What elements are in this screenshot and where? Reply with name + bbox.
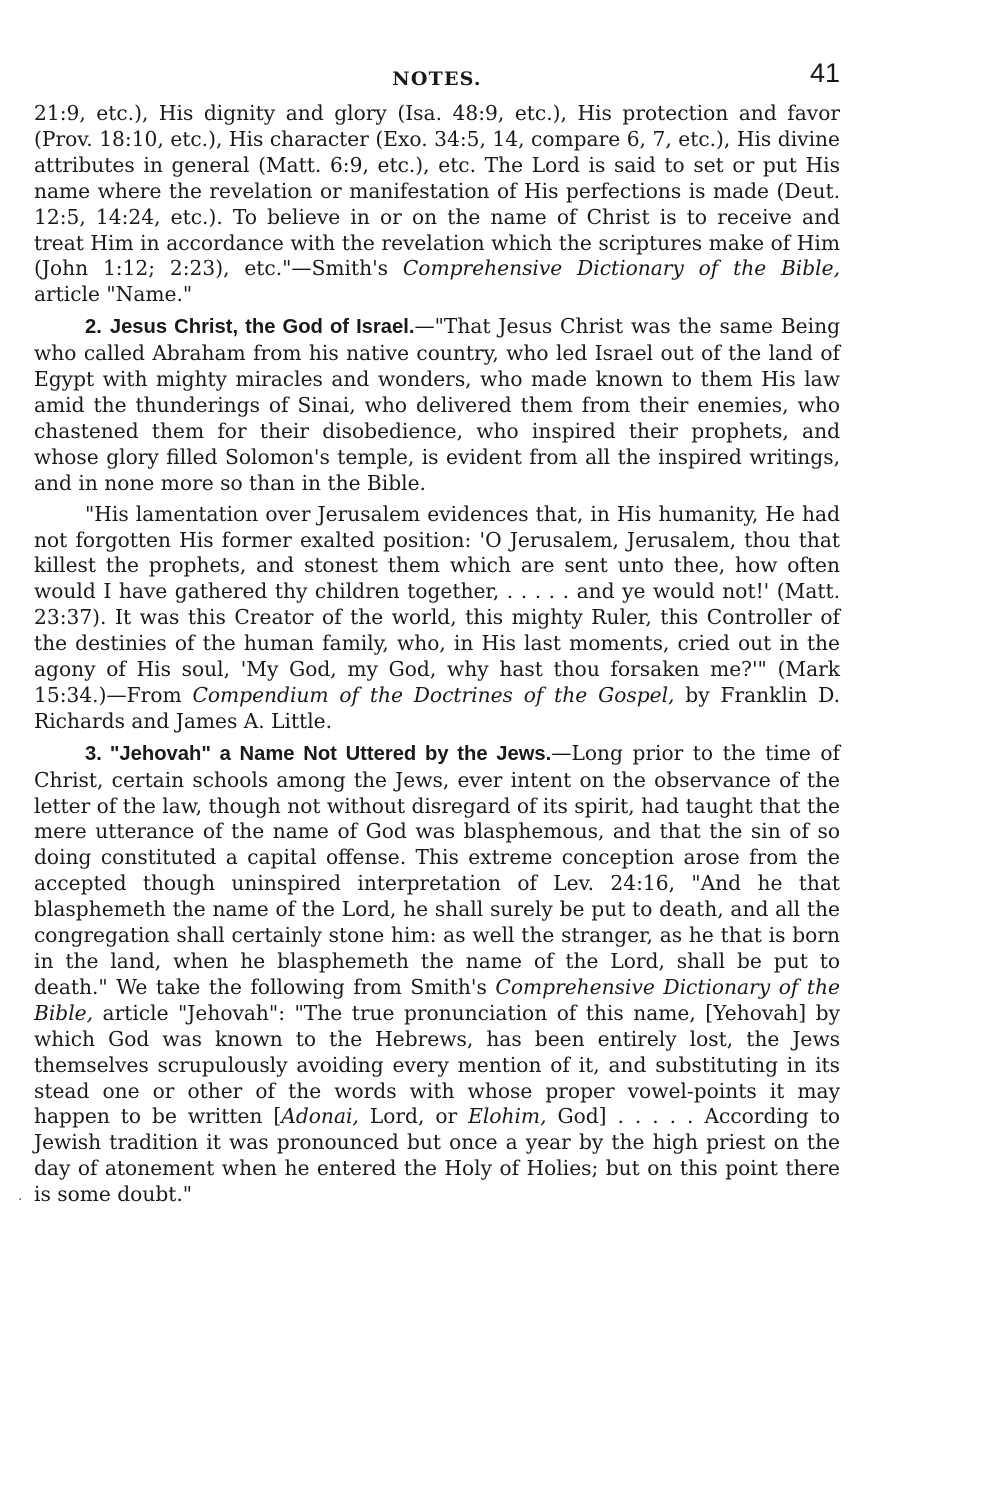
- note-3-word-adonai: Adonai,: [281, 1104, 359, 1129]
- note-2-quote-paragraph: [34, 502, 840, 735]
- book-page: [34, 58, 840, 1208]
- note-3-text: —Long prior to the time of Christ, certain schools among the Jews, ever intent on the observance of the letter of the law, though not without disregard of its spirit, had taught that the mere utterance of the name of God was blasphemous, and that the sin of so doing constituted a capital offense. This extreme conception arose from the accepted though uninspired interpretation of Lev. 24:16, "And he that blasphemeth the name of the Lord, he shall surely be put to death, and all the congregation shall certainly stone him: as well the stranger, as he that is born in the land, when he blasphemeth the name of the Lord, shall be put to death." We take the following from Smith's: [34, 740, 840, 999]
- note-3-mid-text: article "Jehovah": "The true pronunciation of this name, [Yehovah] by which God was known to the Hebrews, has been entirely lost, the Jews themselves scrupulously avoiding every mention of it, and substituting in its stead one or other of the words with whose proper vowel-points it may happen to be written [: [34, 1000, 840, 1129]
- note-2-paragraph: [34, 314, 840, 496]
- page-header-title: NOTES.: [392, 68, 482, 90]
- note-3-title: "Jehovah" a Name Not Uttered by the Jews.: [109, 742, 552, 765]
- note-3-source-title: Comprehensive Dictionary of the Bible,: [34, 974, 840, 1025]
- continued-note-tail: article "Name.": [34, 282, 193, 307]
- running-head: [34, 58, 840, 98]
- continued-note-text: 21:9, etc.), His dignity and glory (Isa. 48:9, etc.), His protection and favor (Prov. 18:10, etc.), His character (Exo. 34:5, 14, compare 6, 7, etc.), His divine attributes in general (Matt. 6:9, etc.), etc. The Lord is said to set or put His name where the revelation or manifestation of His perfections is made (Deut. 12:5, 14:24, etc.). To believe in or on the name of Christ is to receive and treat Him in accordance with the revelation which the scriptures make of Him (John 1:12; 2:23), etc."—Smith's: [34, 101, 840, 281]
- note-2-text: —"That Jesus Christ was the same Being who called Abraham from his native country, who led Israel out of the land of Egypt with mighty miracles and wonders, who made known to them His law amid the thunderings of Sinai, who delivered them from their enemies, who chastened them for their disobedience, who inspired their prophets, and whose glory filled Solomon's temple, is evident from all the inspired writings, and in none more so than in the Bible.: [34, 314, 840, 495]
- note-2-quote-text: "His lamentation over Jerusalem evidences that, in His humanity, He had not forgotten His former exalted position: 'O Jerusalem, Jerusalem, thou that killest the prophets, and stonest them which are sent unto thee, how often would I have gathered thy children together, . . . . . and ye would not!' (Matt. 23:37). It was this Creator of the world, this mighty Ruler, this Controller of the destinies of the human family, who, in His last moments, cried out in the agony of His soul, 'My God, my God, why hast thou forsaken me?'" (Mark 15:34.)—From: [34, 501, 840, 707]
- note-3-mid2-text: Lord, or: [358, 1104, 469, 1129]
- note-3-word-elohim: Elohim,: [468, 1104, 547, 1129]
- margin-mark: ·: [18, 1192, 23, 1208]
- page-number: 41: [809, 58, 840, 88]
- continued-note-source-title: Comprehensive Dictionary of the Bible,: [402, 256, 840, 281]
- note-2-tail: by Franklin D. Richards and James A. Little.: [34, 682, 840, 733]
- note-2-title: Jesus Christ, the God of Israel.: [109, 316, 415, 339]
- note-3-paragraph: [34, 741, 840, 1208]
- note-3-number: 3.: [85, 742, 102, 765]
- note-2-source-title: Compendium of the Doctrines of the Gospel,: [192, 682, 675, 707]
- note-2-number: 2.: [85, 316, 102, 339]
- note-3-tail: God] . . . . . According to Jewish tradition it was pronounced but once a year by the high priest on the day of atonement when he entered the Holy of Holies; but on this point there is some doubt.": [34, 1104, 840, 1207]
- continued-note-paragraph: [34, 101, 840, 308]
